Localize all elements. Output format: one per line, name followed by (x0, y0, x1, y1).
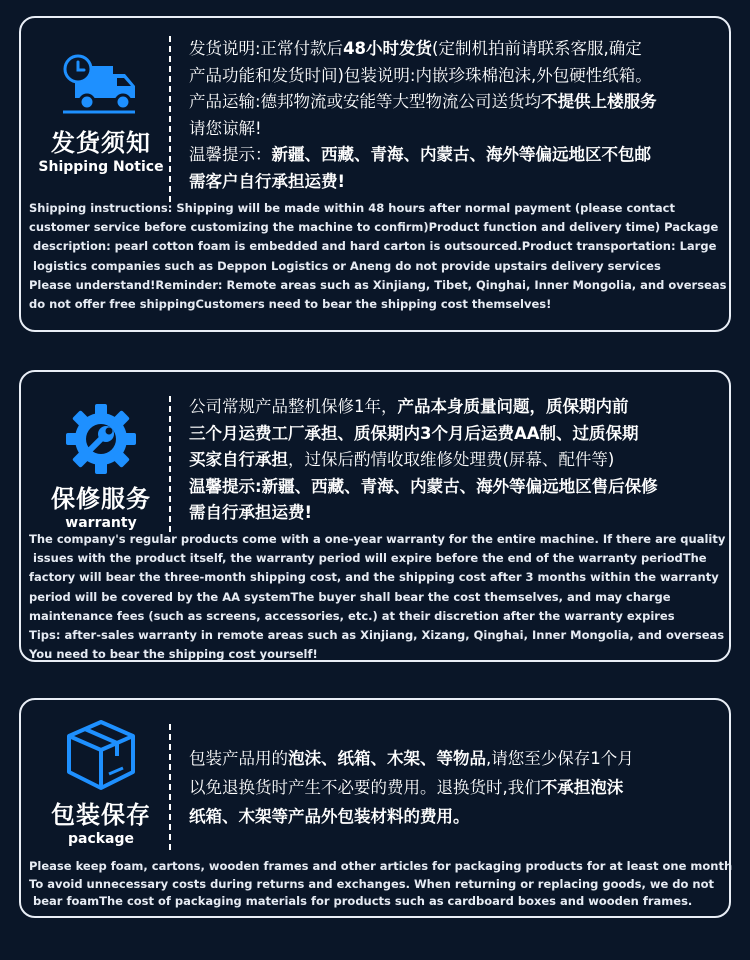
en-line: bear foamThe cost of packaging materials for products such as cardboard boxes and wooden frames. (29, 894, 693, 908)
warranty-card (19, 370, 731, 662)
cn-bold-run: 需客户自行承担运费! (189, 171, 346, 191)
shipping-cn-text (189, 36, 721, 195)
cn-line (189, 89, 721, 116)
shipping-en-text (29, 199, 729, 314)
en-line: The company's regular products come with a one-year warranty for the entire machine. If there are quality (29, 532, 726, 546)
en-line: logistics companies such as Deppon Logistics or Aneng do not provide upstairs delivery services (29, 258, 661, 273)
cn-line (189, 421, 721, 448)
cn-line (189, 394, 721, 421)
cn-bold-run: 三个月运费工厂承担、质保期内3个月后运费AA制、过质保期 (189, 423, 639, 443)
cn-line (189, 500, 721, 527)
en-line: Shipping instructions: Shipping will be made within 48 hours after normal payment (please contact (29, 201, 675, 215)
cn-line (189, 116, 721, 143)
cn-line (189, 447, 721, 474)
cn-run: 请您谅解! (189, 118, 262, 138)
box-icon (63, 716, 139, 794)
cn-line (189, 802, 721, 831)
cn-line (189, 142, 721, 169)
cn-run: 温馨提示： (189, 145, 272, 164)
en-line: Please keep foam, cartons, wooden frames and other articles for packaging products for at least one month (29, 859, 733, 873)
truck-clock-icon (61, 52, 141, 122)
cn-run: ，过保后酌情收取维修处理费(屏幕、配件等) (288, 450, 615, 469)
en-line: description: pearl cotton foam is embedded and hard carton is outsourced.Product transportation: Large (29, 239, 717, 254)
shipping-title-en: Shipping Notice (38, 159, 164, 175)
shipping-notice-card (19, 16, 731, 332)
warranty-title-cn: 保修服务 (51, 485, 151, 513)
gear-wrench-icon (62, 400, 140, 478)
en-line: issues with the product itself, the warranty period will expire before the end of the warranty periodThe (29, 551, 707, 566)
cn-line (189, 63, 721, 90)
en-line: To avoid unnecessary costs during returns and exchanges. When returning or replacing goods, we do not (29, 876, 715, 891)
package-cn-text (189, 744, 721, 831)
en-line: You need to bear the shipping cost yourself! (29, 647, 318, 662)
cn-run: ,请您至少保存1个月 (486, 749, 634, 768)
cn-bold-run: 温馨提示:新疆、西藏、青海、内蒙古、海外等偏远地区售后保修 (189, 476, 658, 496)
cn-bold-run: 产品本身质量问题，质保期内前 (397, 397, 629, 416)
en-line: period will be covered by the AA systemThe buyer shall bear the cost themselves, and may charge (29, 589, 671, 604)
package-title-en: package (67, 831, 135, 847)
cn-run: 以免退换货时产生不必要的费用。退换货时,我们 (189, 778, 541, 797)
warranty-header (31, 400, 171, 532)
cn-line (189, 773, 721, 802)
cn-line (189, 474, 721, 501)
cn-run: 公司常规产品整机保修1年， (189, 397, 398, 416)
cn-bold-run: 纸箱、木架等产品外包装材料的费用。 (189, 807, 470, 826)
warranty-en-text (29, 530, 729, 664)
cn-bold-run: 48小时发货 (343, 39, 433, 58)
cn-line (189, 169, 721, 196)
cn-run: 产品功能和发货时间)包装说明:内嵌珍珠棉泡沫,外包硬性纸箱。 (189, 65, 652, 85)
package-title-cn: 包装保存 (51, 801, 151, 829)
cn-bold-run: 新疆、西藏、青海、内蒙古、海外等偏远地区不包邮 (271, 145, 651, 164)
package-header (31, 716, 171, 848)
en-line: maintenance fees (such as screens, accessories, etc.) at their discretion after the warranty expires (29, 608, 675, 623)
vertical-divider (169, 724, 171, 850)
shipping-title-cn: 发货须知 (51, 129, 151, 157)
cn-bold-run: 不承担泡沫 (540, 778, 624, 797)
vertical-divider (169, 36, 171, 202)
cn-bold-run: 不提供上楼服务 (541, 92, 657, 111)
cn-line (189, 744, 721, 773)
cn-run: 产品运输:德邦物流或安能等大型物流公司送货均 (189, 92, 542, 111)
cn-bold-run: 需自行承担运费! (189, 503, 313, 522)
warranty-title-en: warranty (65, 515, 137, 531)
en-line: customer service before customizing the machine to confirm)Product function and delivery time) Package (29, 220, 719, 235)
cn-bold-run: 泡沫、纸箱、木架、等物品 (288, 749, 486, 768)
cn-run: 包装产品用的 (189, 749, 288, 768)
cn-run: 发货说明:正常付款后 (189, 39, 344, 58)
shipping-header (31, 52, 171, 176)
vertical-divider (169, 396, 171, 532)
en-line: factory will bear the three-month shipping cost, and the shipping cost after 3 months within the warranty (29, 570, 719, 585)
en-line: do not offer free shippingCustomers need to bear the shipping cost themselves! (29, 297, 552, 312)
en-line: Please understand!Reminder: Remote areas such as Xinjiang, Tibet, Qinghai, Inner Mongolia, and overseas (29, 277, 727, 292)
en-line: Tips: after-sales warranty in remote areas such as Xinjiang, Xizang, Qinghai, Inner Mongolia, and overseas (29, 628, 725, 643)
cn-line (189, 36, 721, 63)
cn-run: (定制机拍前请联系客服,确定 (432, 39, 642, 58)
package-card (19, 698, 731, 918)
cn-bold-run: 买家自行承担 (189, 450, 288, 469)
package-en-text (29, 858, 733, 911)
warranty-cn-text (189, 394, 721, 527)
